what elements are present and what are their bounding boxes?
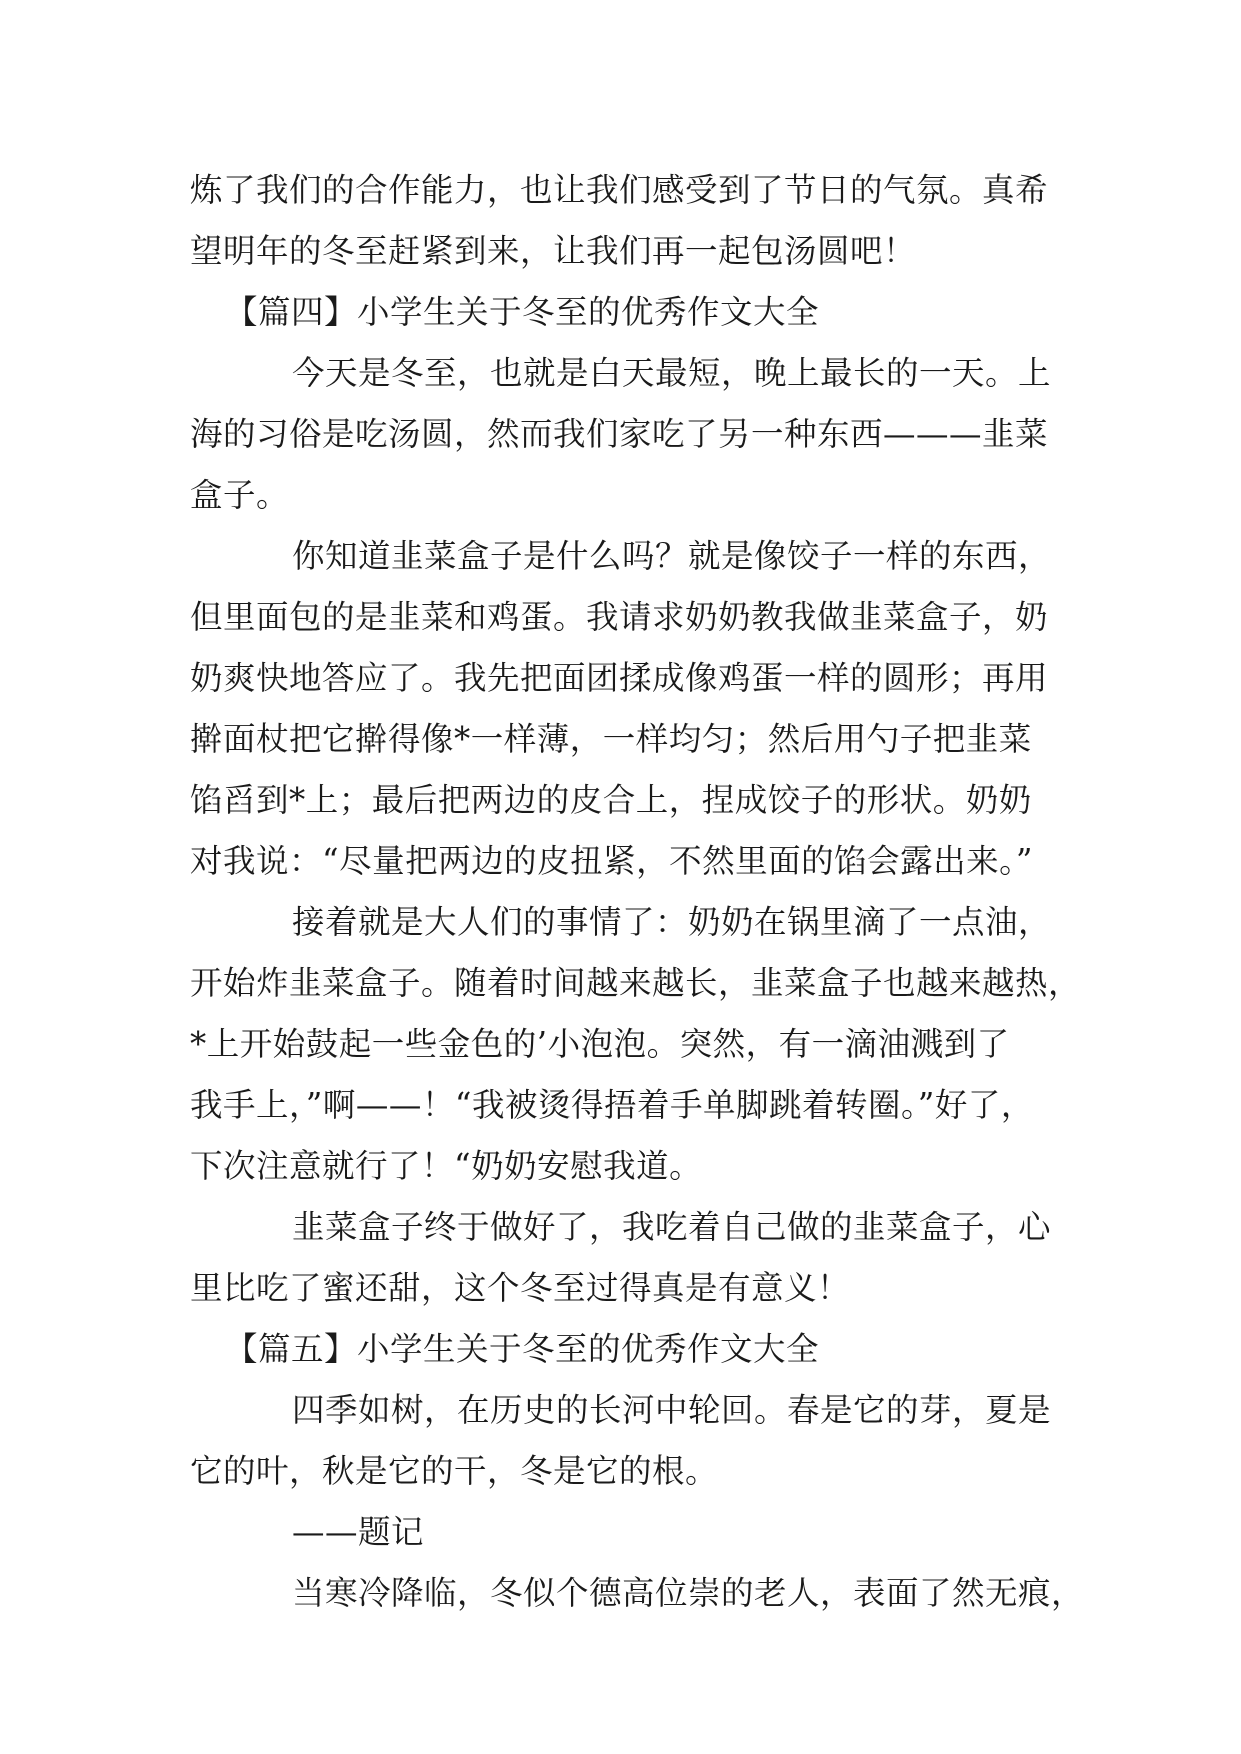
paragraph-first-line: 今天是冬至，也就是白天最短，晚上最长的一天。上 xyxy=(292,354,1052,392)
text-line: 我手上，”啊——！“我被烫得捂着手单脚跳着转圈。”好了， xyxy=(190,1086,1034,1124)
paragraph-first-line: 韭菜盒子终于做好了，我吃着自己做的韭菜盒子，心 xyxy=(292,1208,1052,1246)
text-line: 炼了我们的合作能力，也让我们感受到了节日的气氛。真希 xyxy=(190,171,1049,209)
epigraph-attribution: ——题记 xyxy=(292,1513,425,1551)
section-heading: 【篇五】小学生关于冬至的优秀作文大全 xyxy=(225,1330,820,1368)
text-line: 里比吃了蜜还甜，这个冬至过得真是有意义！ xyxy=(190,1269,851,1307)
paragraph-first-line: 接着就是大人们的事情了：奶奶在锅里滴了一点油， xyxy=(292,903,1052,941)
text-line: 盒子。 xyxy=(190,476,290,514)
text-line: 但里面包的是韭菜和鸡蛋。我请求奶奶教我做韭菜盒子，奶 xyxy=(190,598,1049,636)
text-line: 开始炸韭菜盒子。随着时间越来越长，韭菜盒子也越来越热， xyxy=(190,964,1082,1002)
paragraph-first-line: 你知道韭菜盒子是什么吗？就是像饺子一样的东西， xyxy=(292,537,1052,575)
paragraph-first-line: 四季如树，在历史的长河中轮回。春是它的芽，夏是 xyxy=(292,1391,1052,1429)
section-heading: 【篇四】小学生关于冬至的优秀作文大全 xyxy=(225,293,820,331)
document-body xyxy=(190,160,1085,1624)
text-line: *上开始鼓起一些金色的’小泡泡。突然，有一滴油溅到了 xyxy=(190,1025,1010,1063)
text-line: 对我说：“尽量把两边的皮扭紧，不然里面的馅会露出来。” xyxy=(190,842,1033,880)
text-line: 下次注意就行了！“奶奶安慰我道。 xyxy=(190,1147,703,1185)
paragraph-first-line: 当寒冷降临，冬似个德高位崇的老人，表面了然无痕， xyxy=(292,1574,1085,1612)
text-line: 海的习俗是吃汤圆，然而我们家吃了另一种东西———韭菜 xyxy=(190,415,1049,453)
text-line: 它的叶，秋是它的干，冬是它的根。 xyxy=(190,1452,719,1490)
text-line: 望明年的冬至赶紧到来，让我们再一起包汤圆吧！ xyxy=(190,232,917,270)
text-line: 馅舀到*上；最后把两边的皮合上，捏成饺子的形状。奶奶 xyxy=(190,781,1032,819)
text-line: 擀面杖把它擀得像*一样薄，一样均匀；然后用勺子把韭菜 xyxy=(190,720,1032,758)
text-line: 奶爽快地答应了。我先把面团揉成像鸡蛋一样的圆形；再用 xyxy=(190,659,1049,697)
